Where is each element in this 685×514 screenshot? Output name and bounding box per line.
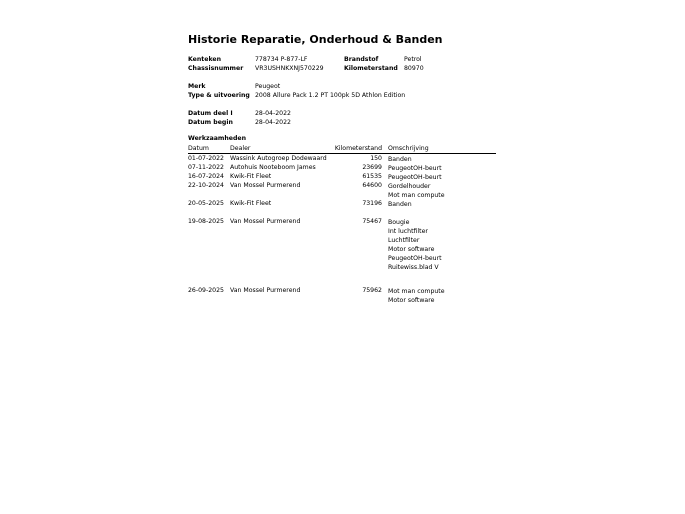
row-datum: 01-07-2022 <box>188 155 224 162</box>
row-datum: 19-08-2025 <box>188 218 224 225</box>
datum-deel-value: 28-04-2022 <box>255 110 291 117</box>
merk-value: Peugeot <box>255 83 281 90</box>
omschrijving-line: Ruitewiss.blad V <box>388 264 439 271</box>
row-datum: 20-05-2025 <box>188 200 224 207</box>
row-omschrijving <box>388 182 445 200</box>
chassis-value: VR3USHNKXNJ570229 <box>255 65 324 72</box>
kilometerstand-value: 80970 <box>404 65 424 72</box>
row-kilometerstand: 23699 <box>362 164 382 171</box>
omschrijving-line: Banden <box>388 201 412 208</box>
kenteken-label: Kenteken <box>188 56 221 63</box>
type-label: Type & uitvoering <box>188 92 250 99</box>
kenteken-value: 778734 P-877-LF <box>255 56 308 63</box>
row-dealer: Van Mossel Purmerend <box>230 182 301 189</box>
column-header-datum: Datum <box>188 145 209 152</box>
omschrijving-line: PeugeotOH-beurt <box>388 165 442 172</box>
row-kilometerstand: 75962 <box>362 287 382 294</box>
omschrijving-line: Mot man compute <box>388 288 445 295</box>
omschrijving-line: Bougie <box>388 219 410 226</box>
row-kilometerstand: 61535 <box>362 173 382 180</box>
brandstof-value: Petrol <box>404 56 422 63</box>
row-kilometerstand: 75467 <box>362 218 382 225</box>
row-dealer: Wassink Autogroep Dodewaard <box>230 155 327 162</box>
type-value: 2008 Allure Pack 1.2 PT 100pk 5D Athlon Edition <box>255 92 406 99</box>
omschrijving-line: Banden <box>388 156 412 163</box>
row-omschrijving <box>388 218 442 272</box>
werkzaamheden-heading: Werkzaamheden <box>188 135 246 142</box>
row-dealer: Kwik-Fit Fleet <box>230 173 272 180</box>
row-datum: 16-07-2024 <box>188 173 224 180</box>
row-kilometerstand: 73196 <box>362 200 382 207</box>
column-header-kilometerstand: Kilometerstand <box>334 145 382 152</box>
row-dealer: Van Mossel Purmerend <box>230 287 301 294</box>
row-datum: 22-10-2024 <box>188 182 224 189</box>
omschrijving-line: PeugeotOH-beurt <box>388 174 442 181</box>
column-header-omschrijving: Omschrijving <box>388 145 429 152</box>
omschrijving-line: Motor software <box>388 297 435 304</box>
row-omschrijving <box>388 173 442 182</box>
row-omschrijving <box>388 164 442 173</box>
row-datum: 07-11-2022 <box>188 164 224 171</box>
datum-deel-label: Datum deel I <box>188 110 233 117</box>
omschrijving-line: Int luchtfilter <box>388 228 428 235</box>
header-divider <box>188 153 496 154</box>
brandstof-label: Brandstof <box>344 56 379 63</box>
row-kilometerstand: 64600 <box>362 182 382 189</box>
row-omschrijving <box>388 155 412 164</box>
row-dealer: Autohuis Nooteboom James <box>230 164 316 171</box>
column-header-dealer: Dealer <box>230 145 251 152</box>
omschrijving-line: Motor software <box>388 246 435 253</box>
row-datum: 26-09-2025 <box>188 287 224 294</box>
merk-label: Merk <box>188 83 206 90</box>
datum-begin-label: Datum begin <box>188 119 233 126</box>
kilometerstand-label: Kilometerstand <box>344 65 398 72</box>
datum-begin-value: 28-04-2022 <box>255 119 291 126</box>
chassis-label: Chassisnummer <box>188 65 244 72</box>
omschrijving-line: Gordelhouder <box>388 183 431 190</box>
row-omschrijving <box>388 287 445 305</box>
omschrijving-line: Mot man compute <box>388 192 445 199</box>
row-omschrijving <box>388 200 412 209</box>
row-dealer: Kwik-Fit Fleet <box>230 200 272 207</box>
omschrijving-line: PeugeotOH-beurt <box>388 255 442 262</box>
row-dealer: Van Mossel Purmerend <box>230 218 301 225</box>
row-kilometerstand: 150 <box>370 155 382 162</box>
page-title: Historie Reparatie, Onderhoud & Banden <box>188 33 443 46</box>
omschrijving-line: Luchtfilter <box>388 237 420 244</box>
